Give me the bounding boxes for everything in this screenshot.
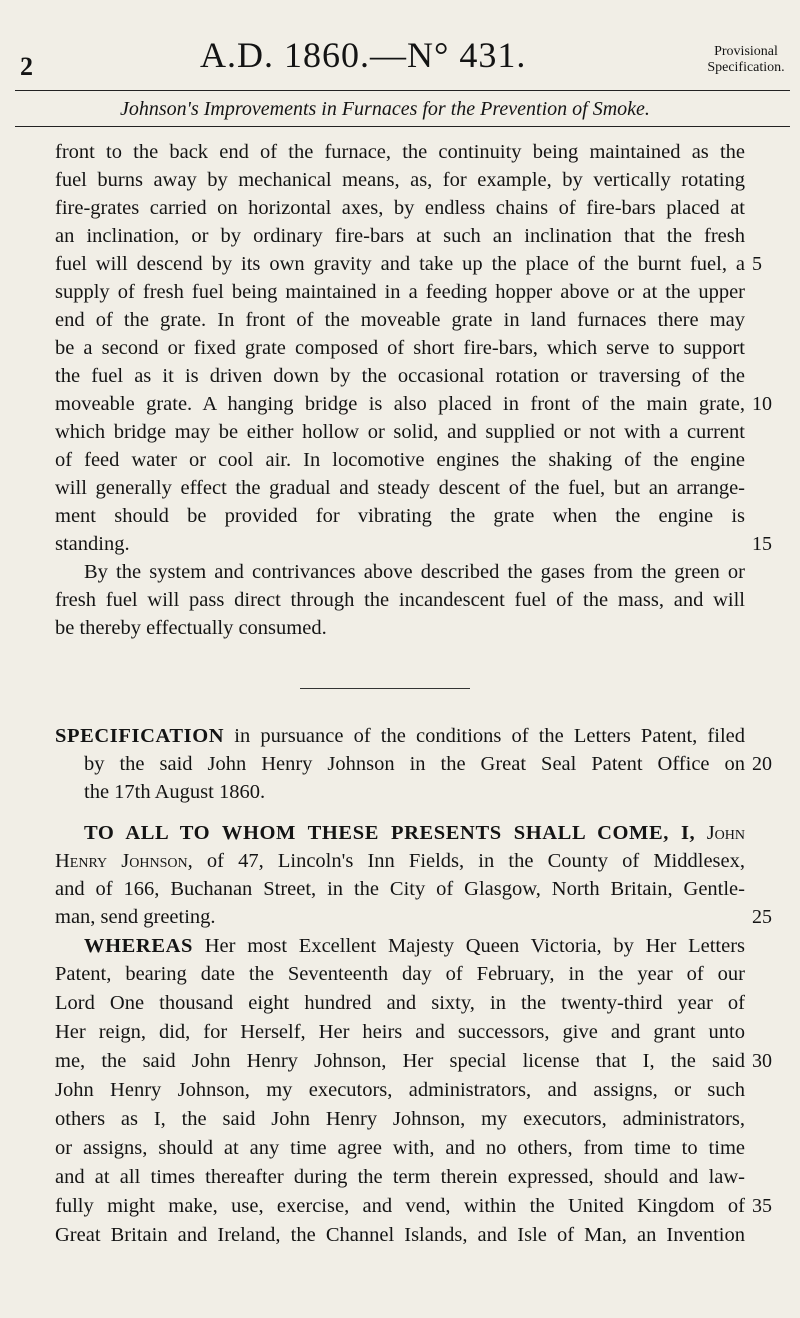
- body-line: of feed water or cool air. In locomotive engines the shaking of the engine: [55, 449, 745, 471]
- body-line: John Henry Johnson, my executors, administrators, and assigns, or such: [55, 1079, 745, 1101]
- body-line: fuel burns away by mechanical means, as, for example, by vertically rotating: [55, 169, 745, 191]
- body-line: Great Britain and Ireland, the Channel Islands, and Isle of Man, an Invention: [55, 1224, 745, 1246]
- body-line: supply of fresh fuel being maintained in a feeding hopper above or at the upper: [55, 281, 745, 303]
- body-line: end of the grate. In front of the moveable grate in land furnaces there may: [55, 309, 745, 331]
- grant-text: , of 47, Lincoln's Inn Fields, in the County of Middlesex,: [187, 850, 745, 872]
- body-line: be a second or fixed grate composed of short fire-bars, which serve to support: [55, 337, 745, 359]
- specification-text: in pursuance of the conditions of the Letters Patent, filed: [224, 725, 745, 747]
- line-number: 35: [752, 1195, 772, 1217]
- body-line: front to the back end of the furnace, the continuity being maintained as the: [55, 141, 745, 163]
- header-rule-bottom: [15, 126, 790, 127]
- running-head: A.D. 1860.—N° 431.: [200, 35, 527, 75]
- body-line: Lord One thousand eight hundred and sixty, in the twenty-third year of: [55, 992, 745, 1014]
- body-line: or assigns, should at any time agree with, and no others, from time to time: [55, 1137, 745, 1159]
- body-line: standing.: [55, 533, 130, 555]
- line-number: 10: [752, 393, 772, 415]
- body-line: moveable grate. A hanging bridge is also placed in front of the main grate,: [55, 393, 745, 415]
- stamp-line-1: Provisional: [714, 44, 778, 59]
- whereas-text: Her most Excellent Majesty Queen Victoria, by Her Letters: [193, 935, 745, 957]
- line-number: 5: [752, 253, 762, 275]
- header-rule-top: [15, 90, 790, 91]
- grantee-name: Henry Johnson: [55, 850, 188, 872]
- specification-heading-line: [55, 723, 745, 749]
- line-number: 30: [752, 1050, 772, 1072]
- body-line: By the system and contrivances above described the gases from the green or: [84, 561, 745, 583]
- body-line: Her reign, did, for Herself, Her heirs and successors, give and grant unto: [55, 1021, 745, 1043]
- body-line: and at all times thereafter during the term therein expressed, should and law-: [55, 1166, 745, 1188]
- body-line: and of 166, Buchanan Street, in the City of Glasgow, North Britain, Gentle-: [55, 878, 745, 900]
- body-line: be thereby effectually consumed.: [55, 617, 327, 639]
- body-line: will generally effect the gradual and steady descent of the fuel, but an arrange-: [55, 477, 745, 499]
- whereas-lead: WHEREAS: [84, 935, 194, 957]
- body-line: by the said John Henry Johnson in the Great Seal Patent Office on: [84, 753, 745, 775]
- whereas-opening-line: [84, 933, 745, 959]
- body-line: Patent, bearing date the Seventeenth day of February, in the year of our: [55, 963, 745, 985]
- page-subtitle: Johnson's Improvements in Furnaces for the Prevention of Smoke.: [120, 98, 650, 120]
- grant-opening-line: [84, 820, 745, 846]
- grantee-name: John: [695, 822, 746, 844]
- grant-line: [55, 848, 745, 874]
- line-number: 15: [752, 533, 772, 555]
- specification-lead: SPECIFICATION: [55, 725, 225, 747]
- body-line: me, the said John Henry Johnson, Her special license that I, the said: [55, 1050, 745, 1072]
- body-line: fire-grates carried on horizontal axes, by endless chains of fire-bars placed at: [55, 197, 745, 219]
- section-divider: [300, 688, 470, 689]
- line-number: 20: [752, 753, 772, 775]
- body-line: fresh fuel will pass direct through the incandescent fuel of the mass, and will: [55, 589, 745, 611]
- page-number: 2: [20, 52, 33, 81]
- body-line: fuel will descend by its own gravity and take up the place of the burnt fuel, a: [55, 253, 745, 275]
- body-line: an inclination, or by ordinary fire-bars at such an inclination that the fresh: [55, 225, 745, 247]
- body-line: ment should be provided for vibrating the grate when the engine is: [55, 505, 745, 527]
- body-line: man, send greeting.: [55, 906, 216, 928]
- line-number: 25: [752, 906, 772, 928]
- grant-lead: TO ALL TO WHOM THESE PRESENTS SHALL COME, I,: [84, 822, 696, 844]
- stamp-line-2: Specification.: [707, 60, 785, 75]
- provisional-specification-label: [692, 44, 800, 76]
- body-line: the fuel as it is driven down by the occasional rotation or traversing of the: [55, 365, 745, 387]
- body-line: which bridge may be either hollow or solid, and supplied or not with a current: [55, 421, 745, 443]
- body-line: others as I, the said John Henry Johnson, my executors, administrators,: [55, 1108, 745, 1130]
- body-line: fully might make, use, exercise, and vend, within the United Kingdom of: [55, 1195, 745, 1217]
- body-line: the 17th August 1860.: [84, 781, 266, 803]
